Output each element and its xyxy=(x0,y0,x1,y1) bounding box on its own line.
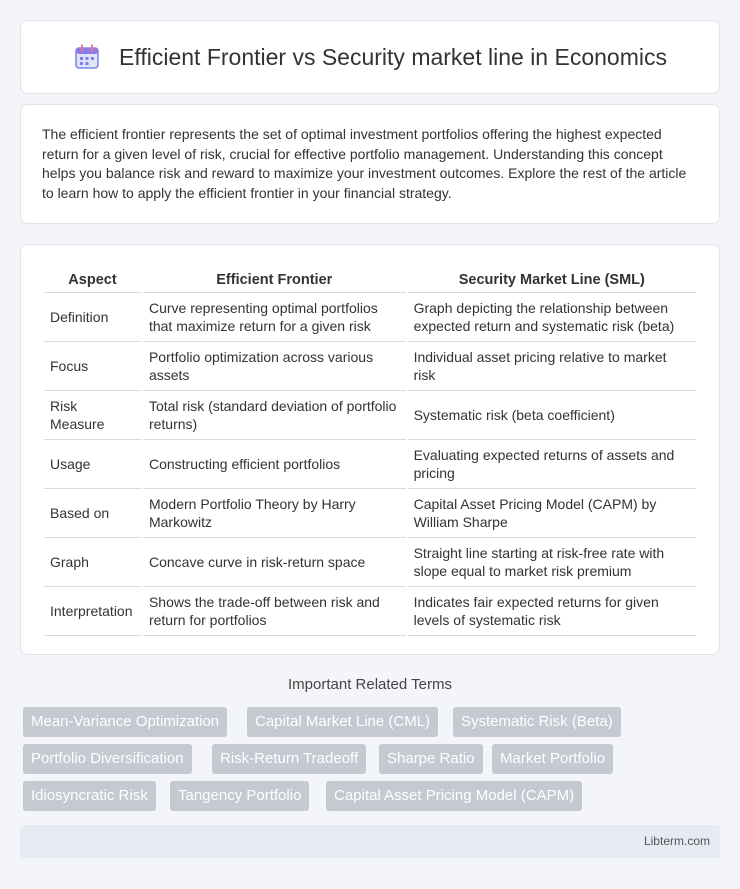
cell-efficient-frontier: Concave curve in risk-return space xyxy=(143,538,406,587)
footer-site-link[interactable]: Libterm.com xyxy=(643,834,710,848)
cell-aspect: Graph xyxy=(44,538,141,587)
related-terms-title: Important Related Terms xyxy=(288,676,452,693)
cell-efficient-frontier: Total risk (standard deviation of portfolio returns) xyxy=(143,391,406,440)
cell-sml: Systematic risk (beta coefficient) xyxy=(408,391,696,440)
term-tag[interactable]: Risk-Return Tradeoff xyxy=(212,744,366,774)
cell-aspect: Definition xyxy=(44,293,141,342)
table-row xyxy=(44,538,696,587)
term-tag[interactable]: Idiosyncratic Risk xyxy=(23,781,156,811)
term-tag[interactable]: Systematic Risk (Beta) xyxy=(453,707,621,737)
cell-efficient-frontier: Curve representing optimal portfolios that maximize return for a given risk xyxy=(143,293,406,342)
cell-sml: Graph depicting the relationship between expected return and systematic risk (beta) xyxy=(408,293,696,342)
cell-efficient-frontier: Shows the trade-off between risk and return for portfolios xyxy=(143,587,406,636)
intro-card xyxy=(20,104,720,224)
term-tag[interactable]: Sharpe Ratio xyxy=(379,744,483,774)
header-aspect: Aspect xyxy=(44,265,141,293)
cell-sml: Evaluating expected returns of assets and pricing xyxy=(408,440,696,489)
term-tag[interactable]: Tangency Portfolio xyxy=(170,781,309,811)
table-row xyxy=(44,489,696,538)
calendar-icon xyxy=(73,43,101,71)
term-tag[interactable]: Market Portfolio xyxy=(492,744,613,774)
table-row xyxy=(44,587,696,636)
header-sml: Security Market Line (SML) xyxy=(408,265,696,293)
cell-sml: Capital Asset Pricing Model (CAPM) by William Sharpe xyxy=(408,489,696,538)
cell-aspect: Risk Measure xyxy=(44,391,141,440)
intro-text: The efficient frontier represents the set of optimal investment portfolios offering the highest expected return for a given level of risk, crucial for effective portfolio management. Understanding this concept helps you balance risk and reward to maximize your investment outcomes. Explore the rest of the article to learn how to apply the efficient frontier in your financial strategy. xyxy=(42,126,687,201)
cell-efficient-frontier: Constructing efficient portfolios xyxy=(143,440,406,489)
comparison-table xyxy=(42,265,698,636)
table-row xyxy=(44,440,696,489)
table-row xyxy=(44,342,696,391)
term-tag[interactable]: Mean-Variance Optimization xyxy=(23,707,227,737)
cell-aspect: Interpretation xyxy=(44,587,141,636)
table-row xyxy=(44,293,696,342)
cell-aspect: Usage xyxy=(44,440,141,489)
cell-sml: Indicates fair expected returns for given levels of systematic risk xyxy=(408,587,696,636)
cell-aspect: Based on xyxy=(44,489,141,538)
cell-sml: Straight line starting at risk-free rate with slope equal to market risk premium xyxy=(408,538,696,587)
header-card xyxy=(20,20,720,94)
cell-efficient-frontier: Portfolio optimization across various assets xyxy=(143,342,406,391)
cell-sml: Individual asset pricing relative to market risk xyxy=(408,342,696,391)
table-row xyxy=(44,391,696,440)
table-header-row xyxy=(44,265,696,293)
footer xyxy=(20,825,720,858)
cell-efficient-frontier: Modern Portfolio Theory by Harry Markowitz xyxy=(143,489,406,538)
comparison-card xyxy=(20,244,720,655)
term-tag[interactable]: Capital Asset Pricing Model (CAPM) xyxy=(326,781,582,811)
term-tag[interactable]: Portfolio Diversification xyxy=(23,744,192,774)
cell-aspect: Focus xyxy=(44,342,141,391)
header-efficient-frontier: Efficient Frontier xyxy=(143,265,406,293)
term-tag[interactable]: Capital Market Line (CML) xyxy=(247,707,438,737)
page-title: Efficient Frontier vs Security market line in Economics xyxy=(119,43,667,70)
